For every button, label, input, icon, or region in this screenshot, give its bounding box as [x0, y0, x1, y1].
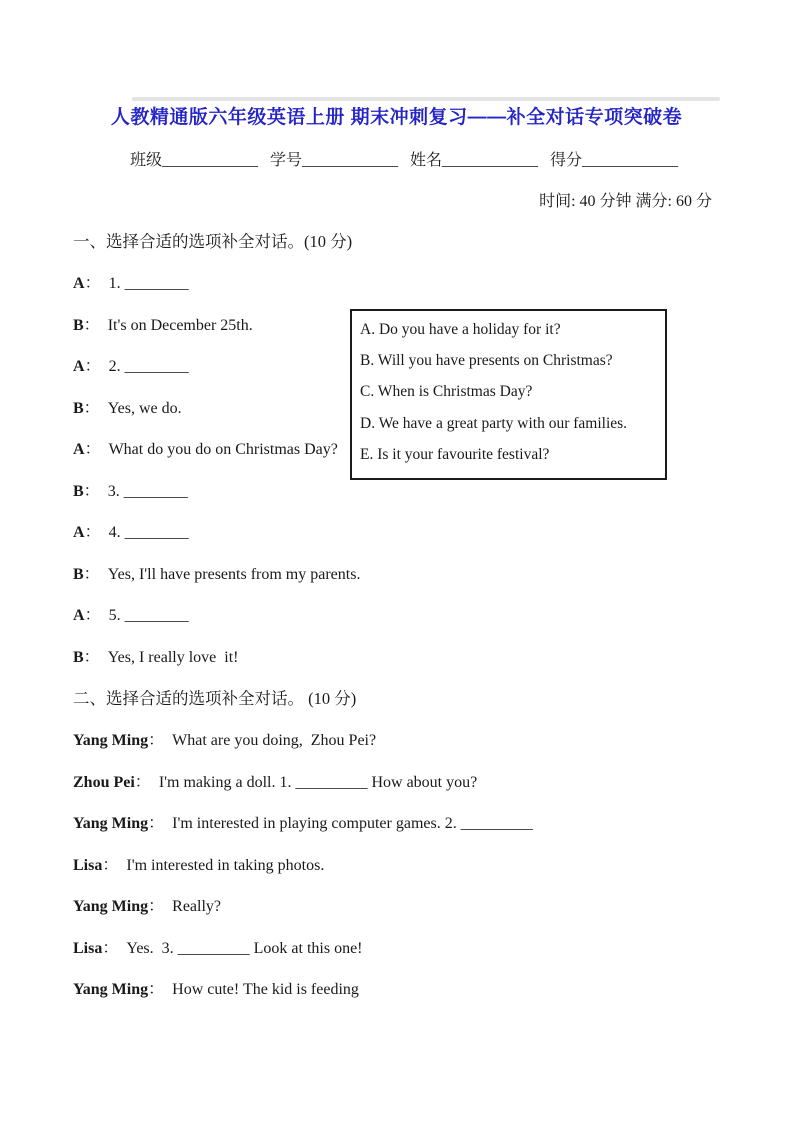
dialogue-text: 3. ________: [107, 482, 188, 500]
page-title: 人教精通版六年级英语上册 期末冲刺复习——补全对话专项突破卷: [110, 107, 683, 128]
speaker-label: A: [73, 607, 85, 624]
section2-heading: 二、选择合适的选项补全对话。 (10 分): [73, 689, 357, 708]
speaker-colon: ：: [148, 732, 165, 749]
speaker-colon: ：: [83, 482, 100, 500]
dialogue-line: [73, 647, 238, 668]
dialogue-text: Yes, I really love it!: [107, 648, 239, 666]
answer-options-box: [350, 309, 667, 480]
speaker-label: Lisa: [73, 939, 103, 957]
speaker-label: Zhou Pei: [73, 773, 135, 791]
speaker-colon: ：: [102, 856, 119, 874]
dialogue-text: How cute! The kid is feeding: [172, 981, 359, 998]
dialogue-text: What do you do on Christmas Day?: [108, 441, 338, 458]
speaker-colon: ：: [83, 399, 100, 417]
speaker-colon: ：: [148, 815, 165, 832]
speaker-label: A: [73, 441, 85, 458]
dialogue-line: [73, 273, 189, 294]
dialogue-line: [73, 855, 324, 876]
dialogue-line: [73, 522, 189, 543]
dialogue-line: [73, 979, 359, 1000]
dialogue-text: I'm interested in playing computer games. 2. _________: [172, 815, 533, 832]
option-item: D. We have a great party with our families.: [360, 414, 628, 432]
dialogue-text: What are you doing, Zhou Pei?: [172, 732, 377, 749]
dialogue-text: 2. ________: [108, 358, 189, 375]
speaker-label: Yang Ming: [73, 898, 149, 915]
dialogue-text: Yes, we do.: [107, 399, 182, 417]
speaker-colon: ：: [83, 316, 100, 334]
student-info-row: [130, 150, 686, 172]
option-item: B. Will you have presents on Christmas?: [360, 351, 613, 369]
speaker-colon: ：: [84, 524, 101, 541]
speaker-colon: ：: [148, 981, 165, 998]
speaker-colon: ：: [84, 441, 101, 458]
speaker-label: B: [73, 316, 84, 334]
speaker-colon: ：: [134, 773, 151, 791]
dialogue-line: [73, 439, 338, 460]
speaker-label: Yang Ming: [73, 815, 149, 832]
dialogue-text: 5. ________: [108, 607, 189, 624]
student-number-field: 学号____________: [270, 152, 399, 169]
option-item: A. Do you have a holiday for it?: [360, 320, 561, 338]
speaker-label: A: [73, 358, 85, 375]
speaker-colon: ：: [148, 898, 165, 915]
speaker-label: Yang Ming: [73, 732, 149, 749]
dialogue-line: [73, 481, 188, 502]
speaker-label: B: [73, 399, 84, 417]
name-field: 姓名____________: [410, 152, 539, 169]
speaker-label: Yang Ming: [73, 981, 149, 998]
dialogue-text: 1. ________: [108, 275, 189, 292]
speaker-colon: ：: [83, 648, 100, 666]
dialogue-line: [73, 564, 360, 585]
dialogue-line: [73, 605, 189, 626]
class-field: 班级____________: [130, 152, 259, 169]
dialogue-line: [73, 356, 189, 377]
scan-artifact-streak: [132, 97, 720, 101]
section1-heading: 一、选择合适的选项补全对话。(10 分): [73, 232, 353, 251]
speaker-label: Lisa: [73, 856, 103, 874]
dialogue-text: 4. ________: [108, 524, 189, 541]
speaker-colon: ：: [83, 565, 100, 583]
speaker-label: A: [73, 524, 85, 541]
speaker-label: B: [73, 482, 84, 500]
option-item: E. Is it your favourite festival?: [360, 445, 550, 463]
speaker-label: B: [73, 565, 84, 583]
dialogue-text: Yes, I'll have presents from my parents.: [107, 565, 361, 583]
dialogue-line: [73, 315, 253, 336]
time-and-score-meta: 时间: 40 分钟 满分: 60 分: [539, 193, 712, 210]
dialogue-text: I'm making a doll. 1. _________ How about you?: [158, 773, 478, 791]
speaker-label: A: [73, 275, 85, 292]
dialogue-text: Yes. 3. _________ Look at this one!: [126, 939, 363, 957]
dialogue-line: [73, 730, 376, 751]
dialogue-text: Really?: [172, 898, 222, 915]
dialogue-line: [73, 938, 363, 959]
dialogue-line: [73, 398, 182, 419]
option-item: C. When is Christmas Day?: [360, 383, 533, 401]
dialogue-line: [73, 813, 533, 834]
score-field: 得分____________: [550, 152, 679, 169]
dialogue-line: [73, 772, 477, 793]
dialogue-text: It's on December 25th.: [107, 316, 253, 334]
speaker-colon: ：: [84, 607, 101, 624]
dialogue-line: [73, 896, 221, 917]
speaker-label: B: [73, 648, 84, 666]
speaker-colon: ：: [84, 358, 101, 375]
speaker-colon: ：: [102, 939, 119, 957]
speaker-colon: ：: [84, 275, 101, 292]
dialogue-text: I'm interested in taking photos.: [126, 856, 325, 874]
